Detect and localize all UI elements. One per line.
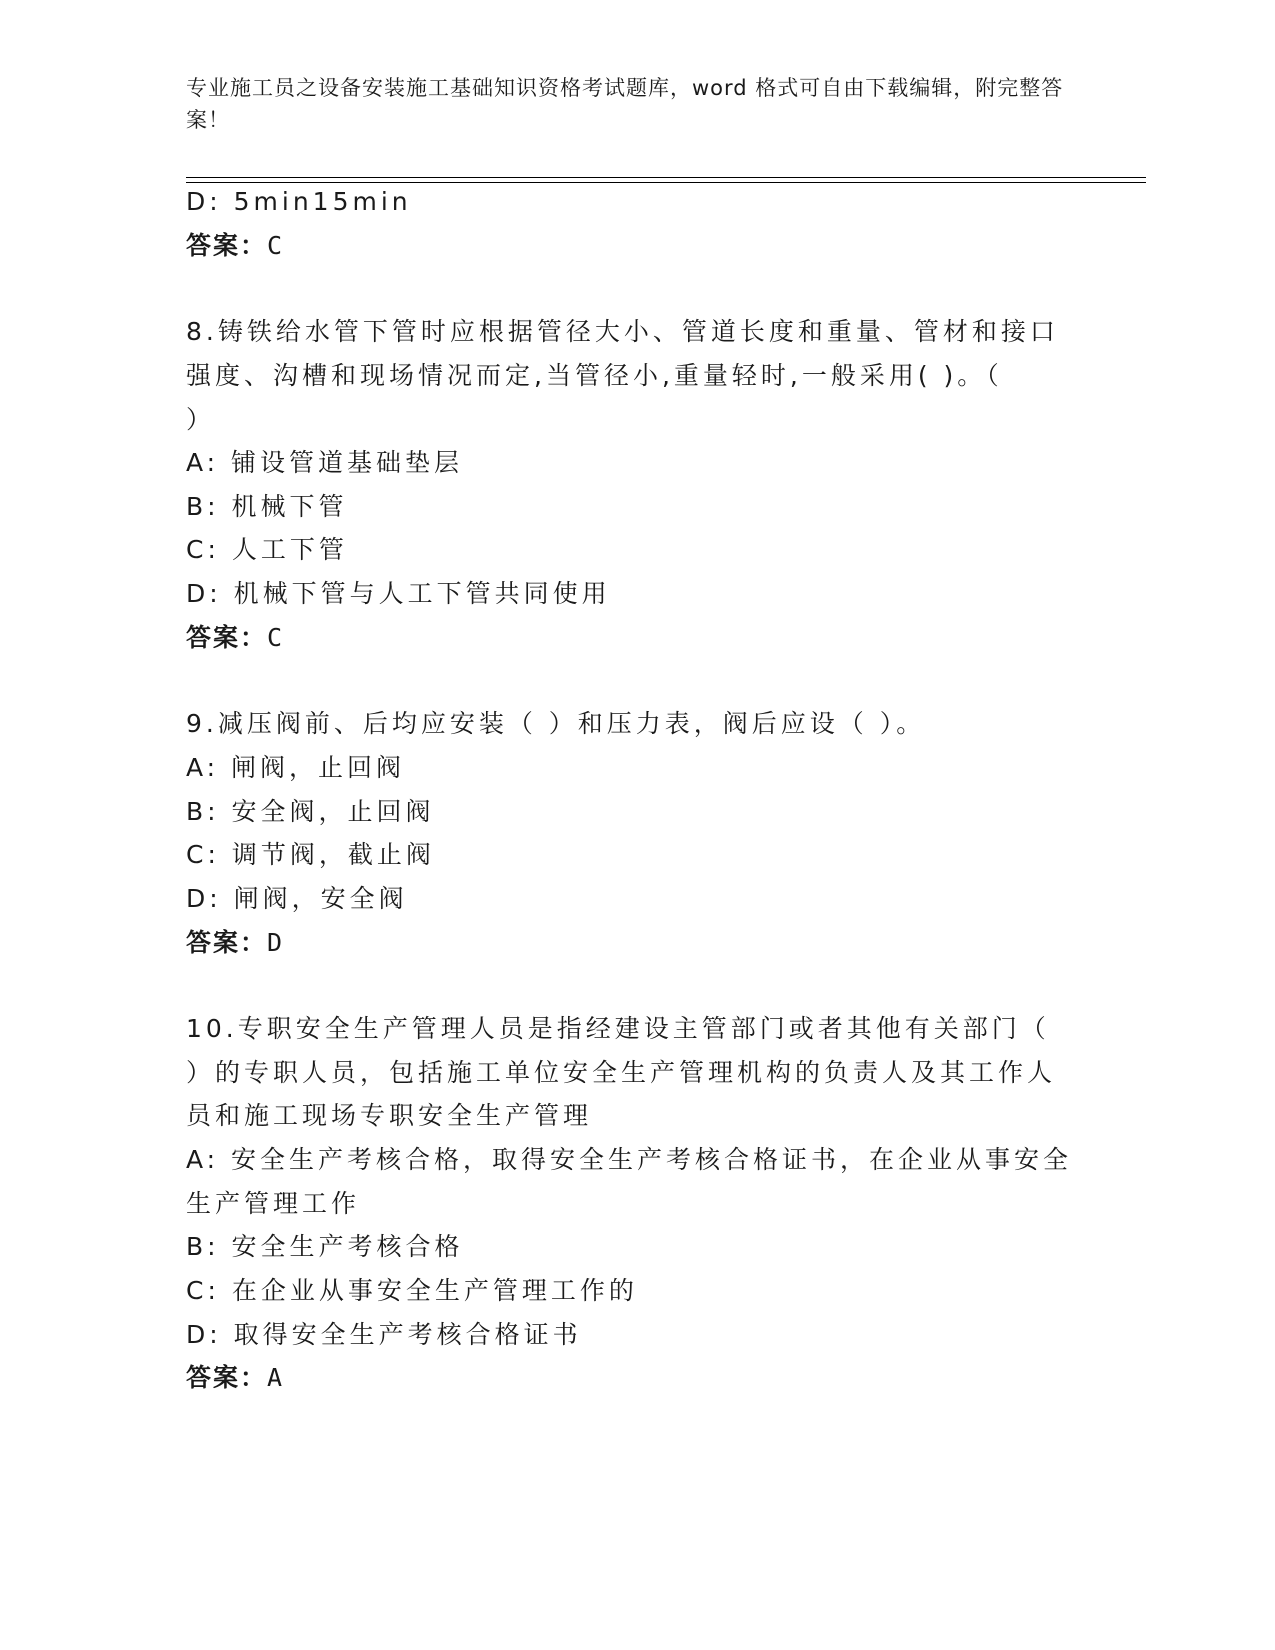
- answer-label: 答案：: [186, 624, 268, 652]
- q9-answer: [186, 927, 282, 959]
- header-divider-bottom: [186, 182, 1146, 183]
- answer-value: D: [267, 928, 283, 957]
- q10-option-c: C: 在企业从事安全生产管理工作的: [186, 1276, 638, 1305]
- q9-option-a: A: 闸阀，止回阀: [186, 753, 406, 782]
- q10-stem-line-3: 员和施工现场专职安全生产管理: [186, 1101, 593, 1130]
- answer-label: 答案：: [186, 929, 268, 957]
- q8-option-b: B: 机械下管: [186, 492, 348, 521]
- q8-option-c: C: 人工下管: [186, 535, 348, 564]
- q10-option-b: B: 安全生产考核合格: [186, 1232, 464, 1261]
- q8-stem-line-1: 8.铸铁给水管下管时应根据管径大小、管道长度和重量、管材和接口: [186, 317, 1059, 346]
- header-divider-top: [186, 177, 1146, 178]
- q10-answer: [186, 1362, 282, 1394]
- q8-option-a: A: 铺设管道基础垫层: [186, 448, 464, 477]
- q9-option-c: C: 调节阀，截止阀: [186, 840, 435, 869]
- q9-option-b: B: 安全阀，止回阀: [186, 797, 435, 826]
- q10-stem-line-2: ）的专职人员，包括施工单位安全生产管理机构的负责人及其工作人: [186, 1058, 1057, 1087]
- q8-answer: [186, 622, 282, 654]
- answer-value: C: [267, 231, 283, 260]
- answer-value: A: [267, 1363, 283, 1392]
- document-header: 专业施工员之设备安装施工基础知识资格考试题库，word 格式可自由下载编辑，附完整答案！: [186, 76, 1064, 132]
- q9-option-d: D: 闸阀，安全阀: [186, 884, 408, 913]
- q10-stem-line-1: 10.专职安全生产管理人员是指经建设主管部门或者其他有关部门（: [186, 1014, 1050, 1043]
- q8-option-d: D: 机械下管与人工下管共同使用: [186, 579, 611, 608]
- q7-option-d: D: 5min15min: [186, 187, 412, 216]
- answer-label: 答案：: [186, 232, 268, 260]
- q10-option-d: D: 取得安全生产考核合格证书: [186, 1320, 582, 1349]
- q10-option-a-line-2: 生产管理工作: [186, 1189, 361, 1218]
- q7-answer: [186, 230, 282, 262]
- answer-label: 答案：: [186, 1364, 268, 1392]
- q9-stem-line-1: 9.减压阀前、后均应安装（ ）和压力表，阀后应设（ ）。: [186, 709, 926, 738]
- q8-stem-line-3: ）: [186, 405, 216, 434]
- q8-stem-line-2: 强度、沟槽和现场情况而定,当管径小,重量轻时,一般采用( )。（: [186, 361, 1003, 390]
- answer-value: C: [267, 623, 283, 652]
- q10-option-a-line-1: A: 安全生产考核合格，取得安全生产考核合格证书，在企业从事安全: [186, 1145, 1073, 1174]
